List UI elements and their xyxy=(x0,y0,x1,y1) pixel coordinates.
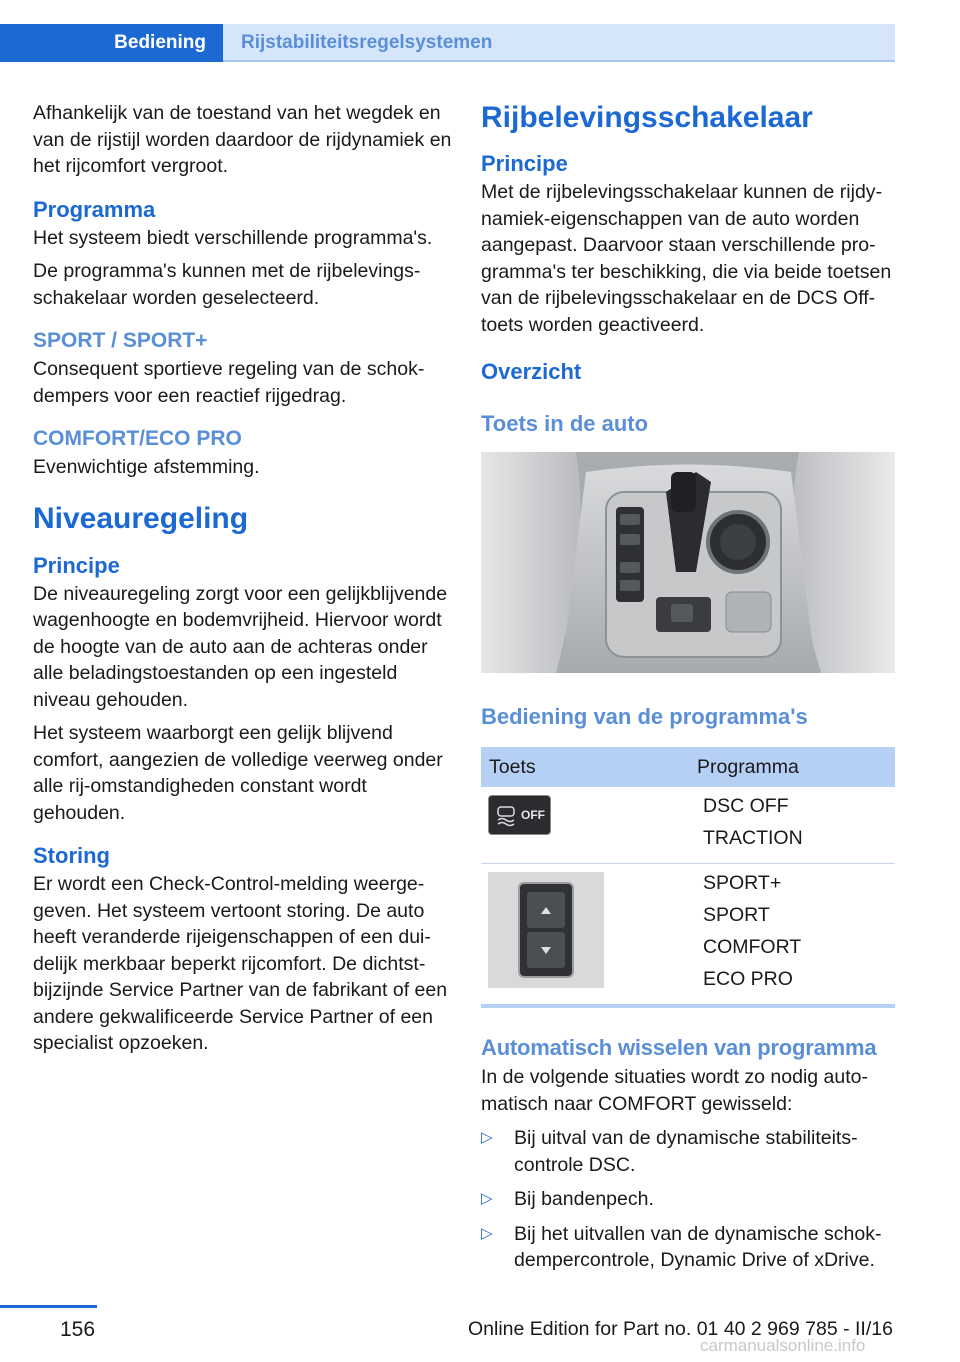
table-header-toets: Toets xyxy=(481,747,697,787)
edition-text: Online Edition for Part no. 01 40 2 969 785 - II/16 xyxy=(468,1318,893,1340)
programs-table xyxy=(481,747,895,1008)
triangle-bullet-icon: ▷ xyxy=(481,1224,493,1242)
right-column xyxy=(481,100,895,1282)
triangle-up-icon xyxy=(541,907,551,914)
triangle-bullet-icon: ▷ xyxy=(481,1190,493,1207)
program-dsc-off: DSC OFF xyxy=(703,795,789,817)
dsc-off-button-cell xyxy=(481,787,697,864)
tab-bediening[interactable]: Bediening xyxy=(0,24,223,62)
program-traction: TRACTION xyxy=(703,827,803,849)
dsc-off-button-icon xyxy=(488,795,551,835)
programma-paragraph-1: Het systeem biedt verschillende programma's. xyxy=(33,226,433,249)
switch-down-key xyxy=(527,932,565,968)
car-skid-icon xyxy=(494,803,518,827)
program-comfort: COMFORT xyxy=(703,936,802,958)
programma-paragraph-2: De programma's kunnen met de rijbelevingsschakelaar worden geselecteerd. xyxy=(33,260,421,309)
triangle-down-icon xyxy=(541,947,551,954)
table-row xyxy=(481,787,895,864)
comfort-heading: COMFORT/ECO PRO xyxy=(33,427,242,450)
principe-heading-left: Principe xyxy=(33,552,120,578)
watermark-link[interactable]: carmanualsonline.info xyxy=(700,1336,866,1355)
page-header xyxy=(0,24,895,62)
principe-paragraph-right: Met de rijbelevingsschakelaar kunnen de rijdynamiek-eigenschappen van de auto worden aangepast. Daarvoor staan verschillende programma's ter beschikking, die via beide toetsen van de rijbelevingsschakelaar en de DCS Off-toets worden geactiveerd. xyxy=(481,181,892,336)
sport-heading: SPORT / SPORT+ xyxy=(33,329,208,352)
intro-paragraph: Afhankelijk van de toestand van het wegdek en van de rijstijl worden daardoor de rijdynamiek en het rijcomfort vergroot. xyxy=(33,102,452,177)
table-row xyxy=(481,864,895,1007)
program-sport-plus: SPORT+ xyxy=(703,872,782,894)
list-item: ▷ Bij het uitvallen van de dynamische schokdempercontrole, Dynamic Drive of xDrive. xyxy=(481,1222,882,1271)
list-item: ▷ Bij uitval van de dynamische stabiliteitscontrole DSC. xyxy=(481,1127,858,1176)
switch-up-key xyxy=(527,892,565,928)
overzicht-heading: Overzicht xyxy=(481,359,582,384)
list-item: ▷ Bij bandenpech. xyxy=(481,1186,895,1213)
header-divider xyxy=(223,60,895,62)
sport-paragraph: Consequent sportieve regeling van de schokdempers voor een reactief rijgedrag. xyxy=(33,358,425,407)
dsc-programs-cell xyxy=(697,787,895,864)
principe-paragraph-2: Het systeem waarborgt een gelijk blijvend comfort, aangezien de volledige veerweg onder alle rij-omstandigheden constant wordt gehouden. xyxy=(33,722,443,824)
comfort-paragraph: Evenwichtige afstemming. xyxy=(33,456,260,478)
automatisch-heading: Automatisch wisselen van programma xyxy=(481,1035,877,1060)
toets-in-de-auto-heading: Toets in de auto xyxy=(481,411,649,436)
triangle-bullet-icon: ▷ xyxy=(481,1129,493,1146)
niveauregeling-title: Niveauregeling xyxy=(33,501,249,535)
program-sport: SPORT xyxy=(703,904,770,926)
tab-rijstabiliteitsregelsystemen[interactable]: Rijstabiliteitsregelsystemen xyxy=(223,24,895,62)
driving-experience-switch xyxy=(488,872,604,988)
principe-paragraph-1: De niveauregeling zorgt voor een gelijkblijvende wagenhoogte en bodemvrijheid. Hiervoor wordt de hoogte van de auto aan de achteras onder alle beladingstoestanden op een ingesteld niveau gehouden. xyxy=(33,582,448,711)
bediening-heading: Bediening van de programma's xyxy=(481,704,808,729)
principe-heading-right: Principe xyxy=(481,151,568,176)
auto-switch-list xyxy=(481,1125,895,1274)
table-header-programma: Programma xyxy=(697,747,895,787)
page-number: 156 xyxy=(60,1318,96,1341)
left-column xyxy=(33,100,453,1064)
center-console-photo xyxy=(481,452,895,673)
center-console-illustration xyxy=(481,452,895,673)
rijbelevingsschakelaar-title: Rijbelevingsschakelaar xyxy=(481,101,813,134)
storing-heading: Storing xyxy=(33,843,110,868)
switch-programs-cell xyxy=(697,864,895,1007)
dsc-off-label: OFF xyxy=(521,807,545,822)
storing-paragraph: Er wordt een Check-Control-melding weergegeven. Het systeem vertoont storing. De auto heeft veranderde rijeigenschappen of een duidelijk merkbaar beperkt rijcomfort. De dichtstbijzijnde Service Partner van de fabrikant of een andere gekwalificeerde Service Partner of een specialist opzoeken. xyxy=(33,873,448,1054)
programma-heading: Programma xyxy=(33,196,156,222)
footer-accent-line xyxy=(0,1305,97,1308)
program-eco-pro: ECO PRO xyxy=(703,968,793,990)
automatisch-intro: In de volgende situaties wordt zo nodig automatisch naar COMFORT gewisseld: xyxy=(481,1066,869,1115)
driving-switch-cell xyxy=(481,864,697,1007)
